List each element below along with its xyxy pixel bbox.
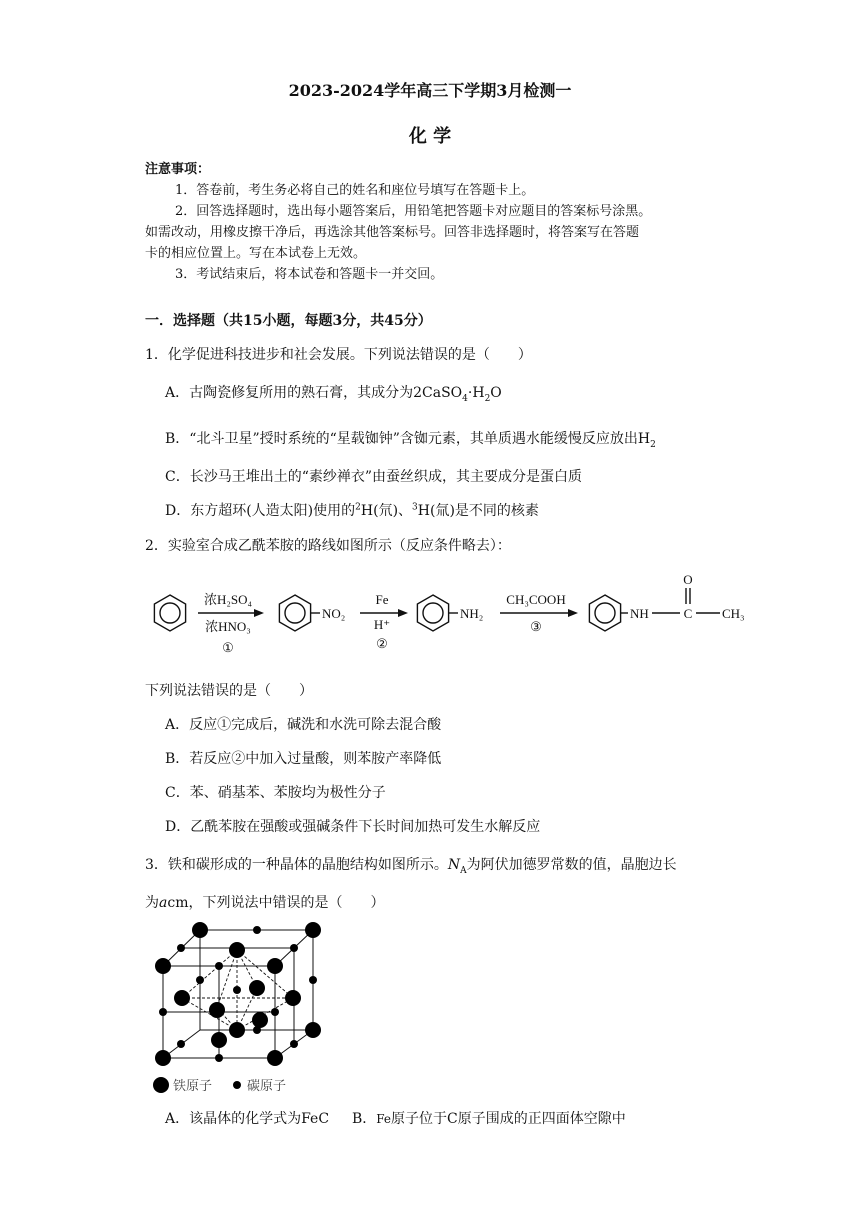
q1-stem: 1．化学促进科技进步和社会发展。下列说法错误的是（ ） bbox=[145, 347, 532, 363]
crystal-cell-diagram bbox=[145, 918, 345, 1098]
q2-option-b: B．若反应②中加入过量酸，则苯胺产率降低 bbox=[165, 751, 442, 767]
nitro-group: NO₂ bbox=[322, 606, 346, 621]
subject-title: 化 学 bbox=[408, 126, 452, 147]
exam-title: 2023-2024学年高三下学期3月检测一 bbox=[288, 81, 572, 100]
c-atom bbox=[253, 926, 261, 934]
step1-reagent-bottom: 浓HNO₃ bbox=[205, 619, 251, 634]
fe-atom bbox=[305, 1022, 321, 1038]
q3-option-b: B．Fe原子位于C原子围成的正四面体空隙中 bbox=[351, 1111, 626, 1127]
nitrobenzene-ring bbox=[279, 595, 310, 631]
c-atom bbox=[177, 1040, 185, 1048]
c-atom bbox=[196, 976, 204, 984]
step3-number: ③ bbox=[530, 619, 542, 634]
q2-option-d: D．乙酰苯胺在强酸或强碱条件下长时间加热可发生水解反应 bbox=[165, 819, 541, 835]
c-atom bbox=[215, 1008, 223, 1016]
notice-line-3: 如需改动，用橡皮擦干净后，再选涂其他答案标号。回答非选择题时，将答案写在答题 bbox=[145, 225, 640, 240]
fe-atom bbox=[252, 1012, 268, 1028]
q3-option-a: A．该晶体的化学式为FeC bbox=[165, 1111, 330, 1127]
c-atom bbox=[290, 1040, 298, 1048]
c-atom bbox=[233, 986, 241, 994]
fe-atom bbox=[305, 922, 321, 938]
amide-nh: NH bbox=[630, 606, 649, 621]
notice-line-5: 3．考试结束后，将本试卷和答题卡一并交回。 bbox=[175, 267, 444, 282]
step1-number: ① bbox=[222, 640, 234, 655]
notice-line-1: 1．答卷前，考生务必将自己的姓名和座位号填写在答题卡上。 bbox=[175, 183, 535, 198]
q2-stem: 2．实验室合成乙酰苯胺的路线如图所示（反应条件略去）： bbox=[145, 538, 511, 554]
legend-c-label: 碳原子 bbox=[247, 1079, 287, 1094]
q2-option-c: C．苯、硝基苯、苯胺均为极性分子 bbox=[165, 785, 386, 801]
step2-number: ② bbox=[376, 636, 388, 651]
q1-option-d: D．东方超环(人造太阳)使用的$^2$H(氘)、$^3$H(氚)是不同的核素 bbox=[165, 502, 539, 519]
q2-option-a: A．反应①完成后，碱洗和水洗可除去混合酸 bbox=[165, 717, 442, 733]
c-atom bbox=[309, 976, 317, 984]
q3-options-row bbox=[165, 1108, 626, 1128]
carbonyl-oxygen: O bbox=[683, 572, 693, 587]
acetanilide-ring bbox=[589, 595, 620, 631]
q1-option-b: B．“北斗卫星”授时系统的“星载铷钟”含铷元素，其单质遇水能缓慢反应放出$H_2$ bbox=[165, 431, 656, 450]
c-atom bbox=[215, 962, 223, 970]
notice-heading: 注意事项： bbox=[145, 162, 211, 177]
step1-reagent-top: 浓H₂SO₄ bbox=[203, 592, 253, 607]
c-atom bbox=[271, 1008, 279, 1016]
fe-atom bbox=[155, 1050, 171, 1066]
fe-atom bbox=[192, 922, 208, 938]
legend-fe-marker bbox=[153, 1077, 169, 1093]
notice-line-2: 2．回答选择题时，选出每小题答案后，用铅笔把答题卡对应题目的答案标号涂黑。 bbox=[175, 204, 652, 219]
fe-atom bbox=[229, 1022, 245, 1038]
fe-atom bbox=[229, 942, 245, 958]
legend-c-marker bbox=[233, 1081, 241, 1089]
carbonyl-carbon: C bbox=[683, 606, 693, 621]
q1-option-a: A．古陶瓷修复所用的熟石膏，其成分为$2CaSO_4\cdot H_2O$ bbox=[165, 385, 502, 404]
fe-atom bbox=[267, 1050, 283, 1066]
fe-atom bbox=[267, 958, 283, 974]
q3-stem-line-2: 为acm，下列说法中错误的是（ ） bbox=[145, 895, 385, 911]
q3-stem-line-1: 3．铁和碳形成的一种晶体的晶胞结构如图所示。$N_A$为阿伏加德罗常数的值，晶胞边长 bbox=[145, 857, 677, 876]
step2-reagent-bottom: H⁺ bbox=[373, 617, 391, 632]
step3-reagent: CH₃COOH bbox=[506, 592, 566, 607]
fe-atom bbox=[249, 980, 265, 996]
legend-fe-label: 铁原子 bbox=[173, 1079, 213, 1094]
c-atom bbox=[215, 1054, 223, 1062]
notice-line-4: 卡的相应位置上。写在本试卷上无效。 bbox=[145, 246, 367, 261]
c-atom bbox=[290, 944, 298, 952]
amino-group: NH₂ bbox=[460, 606, 484, 621]
q2-question: 下列说法错误的是（ ） bbox=[145, 683, 313, 699]
methyl-group: CH₃ bbox=[722, 606, 745, 621]
fe-atom bbox=[174, 990, 190, 1006]
fe-atom bbox=[285, 990, 301, 1006]
c-atom bbox=[177, 944, 185, 952]
section-heading: 一．选择题（共15小题，每题3分，共45分） bbox=[145, 313, 432, 329]
c-atom bbox=[159, 1008, 167, 1016]
q1-option-c: C．长沙马王堆出土的“素纱禅衣”由蚕丝织成，其主要成分是蛋白质 bbox=[165, 469, 583, 485]
aniline-ring bbox=[417, 595, 448, 631]
step2-reagent-top: Fe bbox=[375, 592, 389, 607]
fe-atom bbox=[211, 1032, 227, 1048]
c-atom bbox=[253, 1026, 261, 1034]
benzene-ring bbox=[154, 595, 185, 631]
synthesis-scheme bbox=[140, 568, 750, 660]
fe-atom bbox=[155, 958, 171, 974]
